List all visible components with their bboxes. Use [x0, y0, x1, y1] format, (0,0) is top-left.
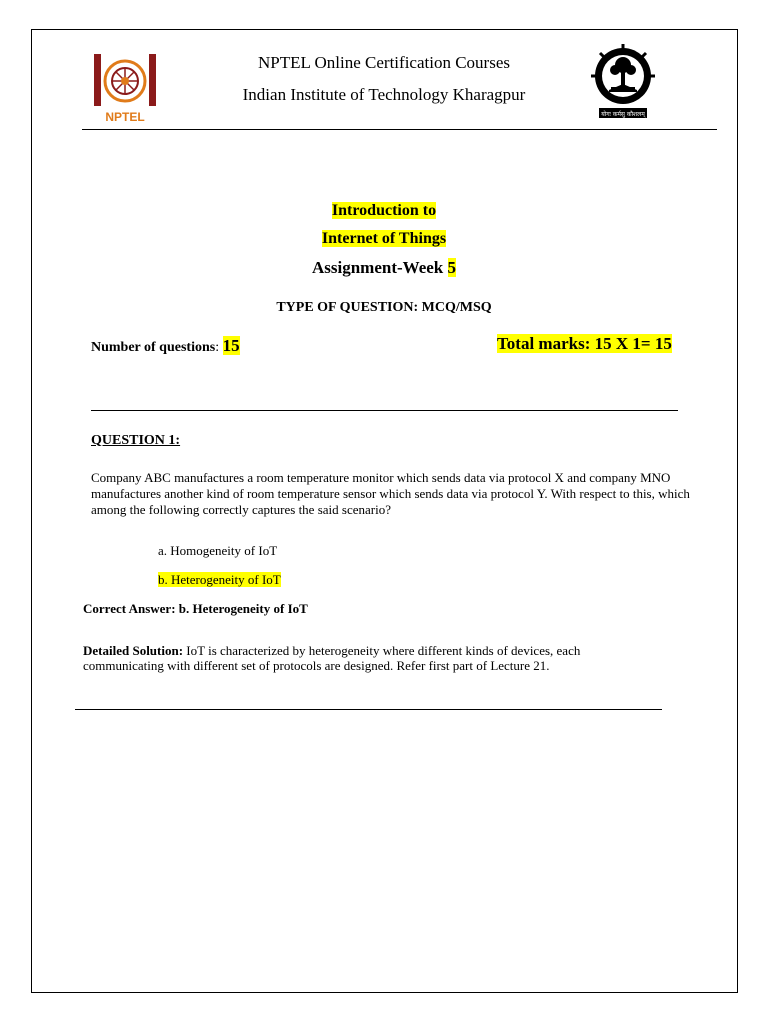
title-line-2: [0, 230, 768, 248]
num-questions-sep: :: [215, 340, 223, 355]
solution-label: Detailed Solution:: [83, 643, 184, 658]
header-course-line: NPTEL Online Certification Courses: [258, 53, 510, 72]
correct-answer: Correct Answer: b. Heterogeneity of IoT: [83, 601, 308, 616]
section-divider-top: [91, 410, 678, 411]
header-divider: [82, 129, 717, 130]
solution-text: IoT is characterized by heterogeneity where different kinds of devices, each communicating with different set of protocols are designed. Refer first part of Lecture 21.: [83, 643, 581, 673]
total-marks: [497, 334, 672, 354]
question-type: TYPE OF QUESTION: MCQ/MSQ: [276, 300, 492, 315]
section-divider-bottom: [75, 709, 662, 710]
question-1-text: Company ABC manufactures a room temperature monitor which sends data via protocol X and company MNO manufactures another kind of room temperature sensor which sends data via protocol Y. With respect to this, which among the following correctly captures the said scenario?: [91, 470, 690, 517]
total-marks-text: Total marks: 15 X 1= 15: [497, 334, 672, 353]
title-line-1-text: Introduction to: [331, 202, 437, 219]
assignment-week: [0, 258, 768, 278]
question-1-heading: QUESTION 1:: [91, 433, 181, 448]
option-b-text: b. Heterogeneity of IoT: [158, 572, 281, 587]
title-line-2-text: Internet of Things: [321, 230, 447, 247]
header-institute-line: Indian Institute of Technology Kharagpur: [242, 85, 526, 104]
iit-seal-motto: योगः कर्मसु कौशलम्: [601, 111, 645, 118]
title-line-1: [0, 202, 768, 220]
num-questions-value: 15: [222, 336, 240, 355]
option-a: a. Homogeneity of IoT: [158, 543, 278, 558]
number-of-questions: [91, 336, 240, 356]
num-questions-label: Number of questions: [91, 340, 216, 355]
option-b: [158, 572, 281, 588]
detailed-solution: [83, 643, 643, 673]
nptel-logo-text: NPTEL: [105, 110, 145, 124]
week-number: 5: [447, 258, 457, 277]
week-label: Assignment-Week: [311, 258, 448, 277]
